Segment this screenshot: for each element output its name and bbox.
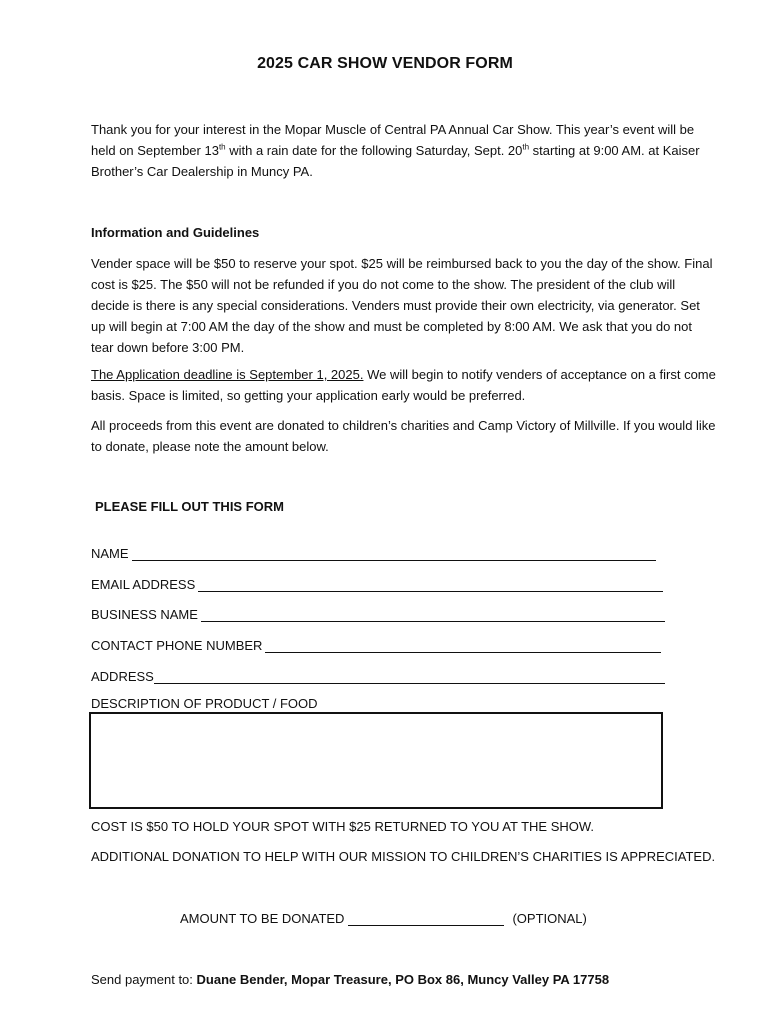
business-label: BUSINESS NAME	[91, 607, 198, 622]
name-field[interactable]	[132, 548, 656, 561]
page-title: 2025 CAR SHOW VENDOR FORM	[257, 55, 513, 72]
cost-note: COST IS $50 TO HOLD YOUR SPOT WITH $25 RETURNED TO YOU AT THE SHOW.	[91, 819, 595, 834]
fill-form-heading: PLEASE FILL OUT THIS FORM	[95, 499, 284, 514]
donation-optional-label: (OPTIONAL)	[512, 911, 587, 926]
phone-field-row	[91, 633, 661, 653]
email-field[interactable]	[198, 579, 663, 592]
business-field-row	[91, 602, 665, 622]
guidelines-paragraph: Vender space will be $50 to reserve your spot. $25 will be reimbursed back to you the day of the show. Final cost is $25. The $50 will not be refunded if you do not come to the show. The president of the club will decide is there is any special considerations. Venders must provide their own electricity, via generator. Set up will begin at 7:00 AM the day of the show and must be completed by 8:00 AM. We ask that you do not tear down before 3:00 PM.	[91, 256, 713, 355]
intro-paragraph: Thank you for your interest in the Mopar Muscle of Central PA Annual Car Show. This year’s event will be held on September 13th with a rain date for the following Saturday, Sept. 20th starting at 9:00 AM. at Kaiser Brother’s Car Dealership in Muncy PA.	[91, 122, 700, 179]
payment-address: Duane Bender, Mopar Treasure, PO Box 86, Muncy Valley PA 17758	[196, 972, 610, 987]
address-label: ADDRESS	[91, 669, 154, 684]
deadline-paragraph: The Application deadline is September 1, 2025. We will begin to notify venders of acceptance on a first come basis. Space is limited, so getting your application early would be preferred.	[91, 367, 716, 403]
deadline-date: The Application deadline is September 1, 2025.	[91, 367, 364, 382]
donation-note: ADDITIONAL DONATION TO HELP WITH OUR MISSION TO CHILDREN’S CHARITIES IS APPRECIATED.	[91, 849, 716, 864]
phone-label: CONTACT PHONE NUMBER	[91, 638, 263, 653]
description-textarea[interactable]	[89, 712, 663, 809]
donation-label: AMOUNT TO BE DONATED	[180, 911, 345, 926]
name-label: NAME	[91, 546, 129, 561]
phone-field[interactable]	[265, 640, 661, 653]
proceeds-paragraph: All proceeds from this event are donated to children’s charities and Camp Victory of Millville. If you would like to donate, please note the amount below.	[91, 418, 716, 454]
business-field[interactable]	[201, 609, 665, 622]
send-payment-line: Send payment to: Duane Bender, Mopar Treasure, PO Box 86, Muncy Valley PA 17758	[91, 972, 610, 987]
email-field-row	[91, 572, 663, 592]
donation-amount-field[interactable]	[348, 913, 504, 926]
name-field-row	[91, 541, 656, 561]
address-field[interactable]	[154, 671, 665, 684]
description-label: DESCRIPTION OF PRODUCT / FOOD	[91, 696, 318, 711]
donation-row	[180, 911, 587, 926]
email-label: EMAIL ADDRESS	[91, 577, 196, 592]
guidelines-heading: Information and Guidelines	[91, 225, 260, 240]
address-field-row	[91, 664, 665, 684]
